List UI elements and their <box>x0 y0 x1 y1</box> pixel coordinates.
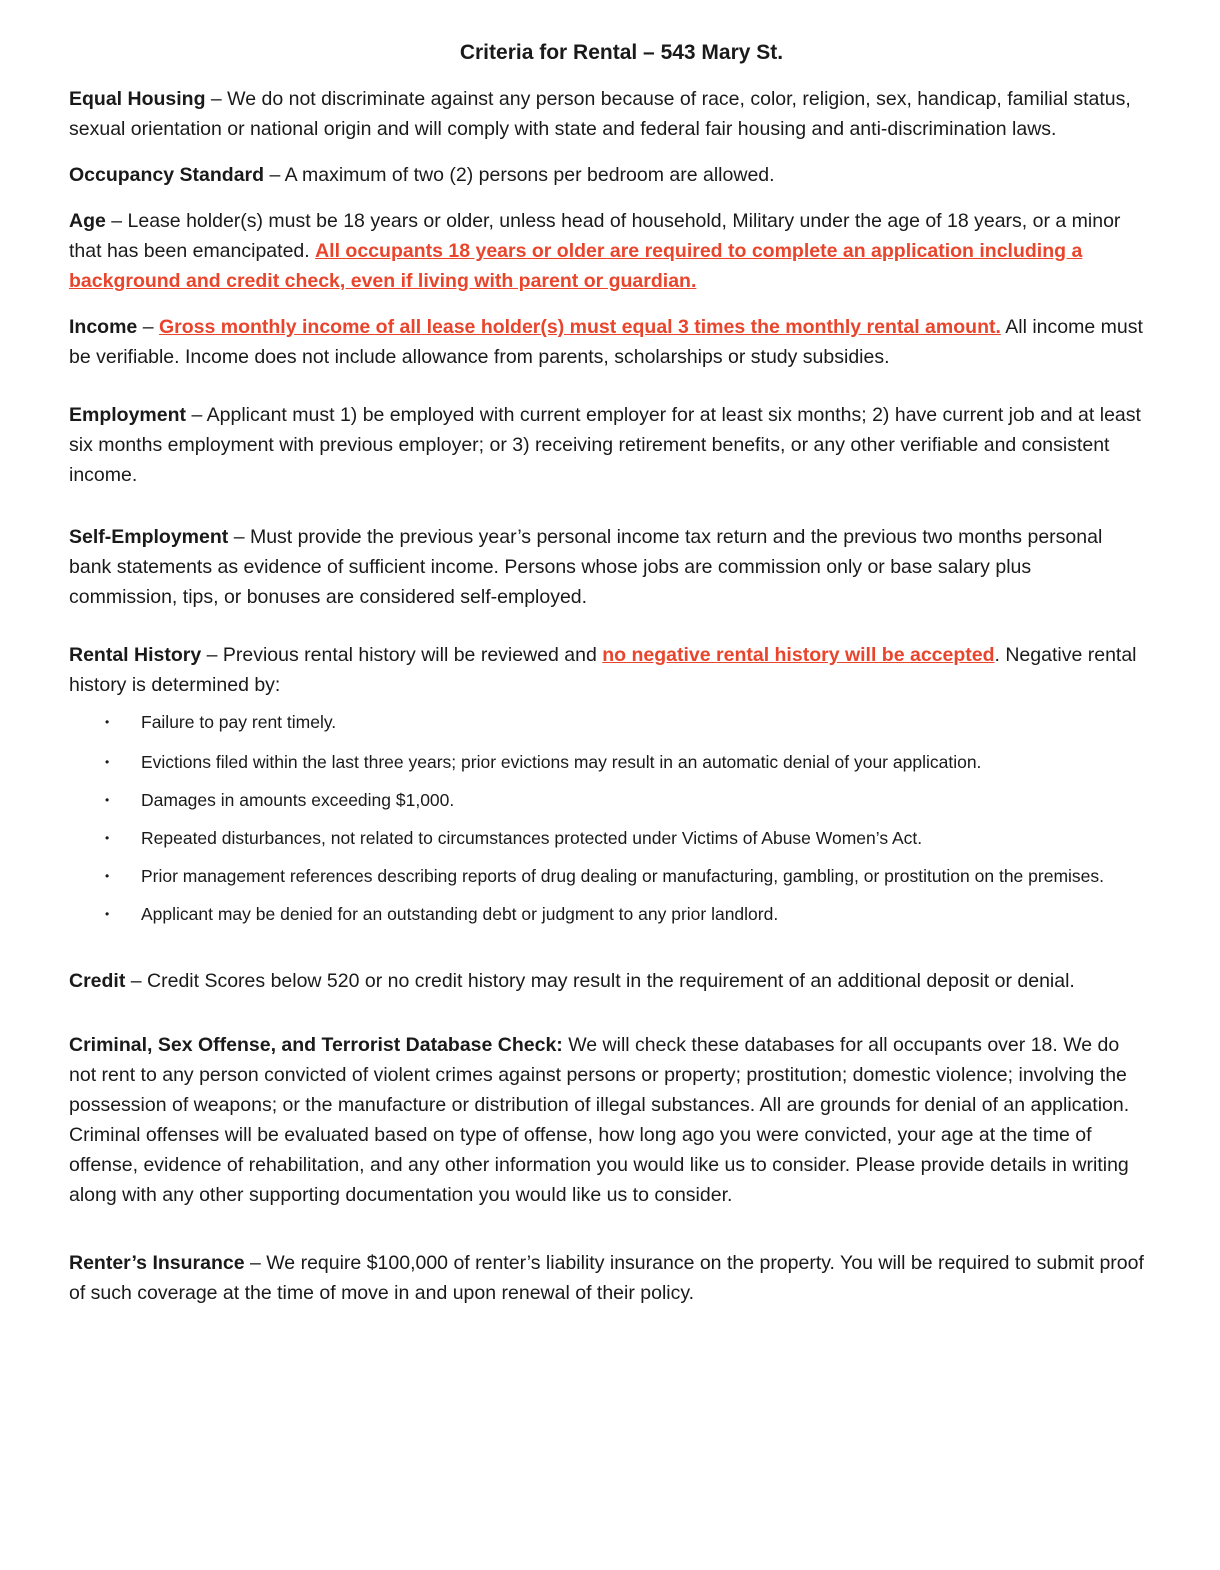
bullet-dot: • <box>105 869 110 883</box>
age-label: Age <box>69 210 106 232</box>
income-text: All income must be verifiable. Income does not include allowance from parents, scholarships or study subsidies. <box>69 316 1143 368</box>
section-age <box>69 206 1144 296</box>
list-item-text: Failure to pay rent timely. <box>141 712 337 732</box>
self-employment-label: Self-Employment <box>69 526 229 548</box>
bullet-dot: • <box>105 793 110 807</box>
list-item-text: Evictions filed within the last three years; prior evictions may result in an automatic denial of your application. <box>141 752 982 772</box>
insurance-text: – We require $100,000 of renter’s liability insurance on the property. You will be required to submit proof of such coverage at the time of move in and upon renewal of their policy. <box>69 1252 1144 1304</box>
section-equal-housing <box>69 84 1144 144</box>
list-item <box>69 862 1144 890</box>
section-criminal <box>69 1030 1144 1210</box>
list-item <box>69 748 1144 776</box>
section-rental-history <box>69 640 1144 700</box>
equal-housing-text: – We do not discriminate against any person because of race, color, religion, sex, handicap, familial status, sexual orientation or national origin and will comply with state and federal fair housing and anti-discrimination laws. <box>69 88 1131 140</box>
document-page <box>69 38 1144 1308</box>
list-item <box>69 708 1144 736</box>
occupancy-label: Occupancy Standard <box>69 164 265 186</box>
equal-housing-label: Equal Housing <box>69 88 206 110</box>
insurance-label: Renter’s Insurance <box>69 1252 245 1274</box>
occupancy-text: – A maximum of two (2) persons per bedroom are allowed. <box>264 164 775 186</box>
list-item <box>69 786 1144 814</box>
employment-label: Employment <box>69 404 187 426</box>
section-employment <box>69 400 1144 490</box>
list-item <box>69 900 1144 928</box>
list-item-text: Applicant may be denied for an outstanding debt or judgment to any prior landlord. <box>141 904 779 924</box>
rental-history-text: – Previous rental history will be reviewed and <box>201 644 603 666</box>
bullet-dot: • <box>105 831 110 845</box>
credit-text: – Credit Scores below 520 or no credit history may result in the requirement of an additional deposit or denial. <box>125 970 1075 992</box>
section-credit <box>69 966 1144 996</box>
bullet-dot: • <box>105 755 110 769</box>
rental-history-bullets <box>69 708 1144 928</box>
list-item <box>69 824 1144 852</box>
income-label: Income <box>69 316 138 338</box>
section-self-employment <box>69 522 1144 612</box>
criminal-label: Criminal, Sex Offense, and Terrorist Database Check: <box>69 1034 563 1056</box>
employment-text: – Applicant must 1) be employed with current employer for at least six months; 2) have current job and at least six months employment with previous employer; or 3) receiving retirement benefits, or any other verifiable and consistent income. <box>69 404 1141 486</box>
income-highlight: Gross monthly income of all lease holder(s) must equal 3 times the monthly rental amount. <box>158 316 1001 338</box>
list-item-text: Damages in amounts exceeding $1,000. <box>141 790 455 810</box>
income-dash: – <box>137 316 159 338</box>
list-item-text: Repeated disturbances, not related to circumstances protected under Victims of Abuse Women’s Act. <box>141 828 923 848</box>
page-title: Criteria for Rental – 543 Mary St. <box>459 41 784 64</box>
bullet-dot: • <box>105 907 110 921</box>
section-insurance <box>69 1248 1144 1308</box>
bullet-dot: • <box>105 715 110 729</box>
age-text: – Lease holder(s) must be 18 years or older, unless head of household, Military under the age of 18 years, or a minor that has been emancipated. <box>69 210 1121 262</box>
rental-history-label: Rental History <box>69 644 202 666</box>
list-item-text: Prior management references describing reports of drug dealing or manufacturing, gambling, or prostitution on the premises. <box>141 866 1105 886</box>
credit-label: Credit <box>69 970 126 992</box>
age-highlight: All occupants 18 years or older are required to complete an application including a background and credit check, even if living with parent or guardian. <box>69 240 1083 292</box>
rental-history-highlight: no negative rental history will be accepted <box>602 644 995 666</box>
rental-history-text-2: . Negative rental history is determined by: <box>69 644 1137 696</box>
criminal-text: We will check these databases for all occupants over 18. We do not rent to any person convicted of violent crimes against persons or property; prostitution; domestic violence; involving the possession of weapons; or the manufacture or distribution of illegal substances. All are grounds for denial of an application. Criminal offenses will be evaluated based on type of offense, how long ago you were convicted, your age at the time of offense, evidence of rehabilitation, and any other information you would like us to consider. Please provide details in writing along with any other supporting documentation you would like us to consider. <box>69 1034 1130 1206</box>
self-employment-text: – Must provide the previous year’s personal income tax return and the previous two months personal bank statements as evidence of sufficient income. Persons whose jobs are commission only or base salary plus commission, tips, or bonuses are considered self-employed. <box>69 526 1103 608</box>
section-occupancy <box>69 160 1144 190</box>
section-income <box>69 312 1144 372</box>
